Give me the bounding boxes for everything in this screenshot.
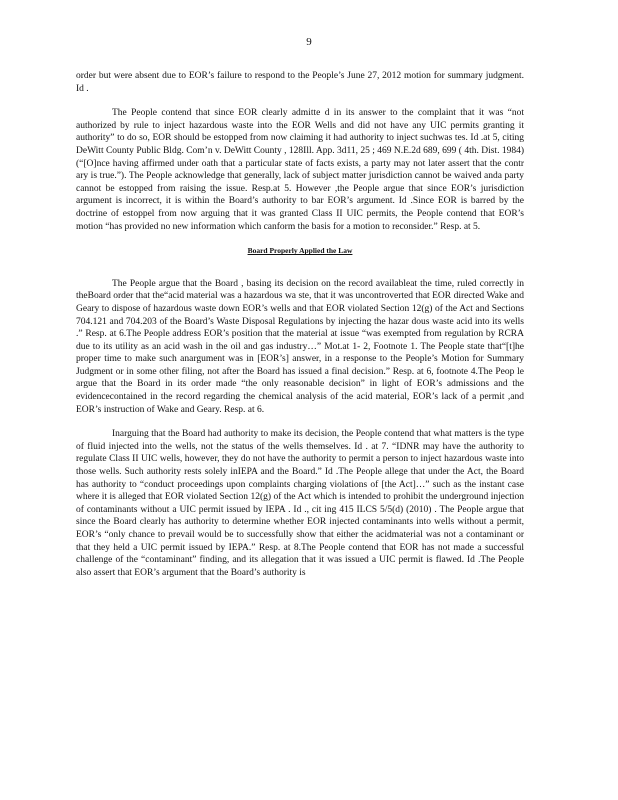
paragraph-continuation: order but were absent due to EOR’s failure to respond to the People’s June 27, 2012 motion for summary judgment. Id . <box>76 71 524 94</box>
document-body <box>76 70 524 591</box>
paragraph-board-ruling: The People argue that the Board , basing its decision on the record availableat the time, ruled correctly in theBoard order that the“acid material was a hazardous wa ste, that it was uncontroverted that EOR directed Wake and Geary to dispose of hazardous waste down EOR’s wells and that EOR violated Section 12(g) of the Act and Sections 704.121 and 704.203 of the Board’s Waste Disposal Regulations by injecting the hazar dous waste acid into its wells .” Resp. at 6.The People address EOR’s position that the material at issue “was exempted from regulation by RCRA due to its utility as an acid wash in the oil and gas industry…” Mot.at 1- 2, Footnote 1. The People state that“[t]he proper time to make such anargument was in [EOR’s] answer, in a response to the People’s Motion for Summary Judgment or in some other filing, not after the Board has issued a final decision.” Resp. at 6, footnote 4.The Peop le argue that the Board in its order made “the only reasonable decision” in light of EOR’s admissions and the evidencecontained in the record regarding the chemical analysis of the acid material, EOR’s lack of a permit ,and EOR’s instruction of Wake and Geary. Resp. at 6. <box>76 278 524 415</box>
paragraph-estoppel: The People contend that since EOR clearly admitte d in its answer to the complaint that it was “not authorized by rule to inject hazardous waste into the EOR Wells and did not have any UIC permits granting it authority” to do so, EOR should be estopped from now claiming it had authority to inject suchwas tes. Id .at 5, citing DeWitt County Public Bldg. Com’n v. DeWitt County , 128Ill. App. 3d11, 25 ; 469 N.E.2d 689, 699 ( 4th. Dist. 1984) (“[O]nce having affirmed under oath that a particular state of facts exists, a party may not later assert that the contr ary is true.”). The People acknowledge that generally, lack of subject matter jurisdiction cannot be waived anda party cannot be estopped from raising the issue. Resp.at 5. However ,the People argue that since EOR’s jurisdiction argument is incorrect, it is within the Board’s authority to bar EOR’s argument. Id .Since EOR is barred by the doctrine of estoppel from now arguing that it was granted Class II UIC permits, the People contend that EOR’s motion “has provided no new information which canform the basis for a motion to reconsider.” Resp. at 5. <box>76 108 524 232</box>
paragraph-board-authority: Inarguing that the Board had authority to make its decision, the People contend that what matters is the type of fluid injected into the wells, not the status of the wells themselves. Id . at 7. “IDNR may have the authority to regulate Class II UIC wells, however, they do not have the authority to permit a person to inject hazardous waste into those wells. Such authority rests solely inIEPA and the Board.” Id .The People allege that under the Act, the Board has authority to “conduct proceedings upon complaints charging violations of [the Act]…” such as the instant case where it is alleged that EOR violated Section 12(g) of the Act which is intended to prohibit the underground injection of contaminants without a UIC permit issued by IEPA . Id ., cit ing 415 ILCS 5/5(d) (2010) . The People argue that since the Board clearly has authority to determine whether EOR injected contaminants into wells without a permit, EOR’s “only chance to prevail would be to successfully show that either the acidmaterial was not a contaminant or that they held a UIC permit issued by IEPA.” Resp. at 8.The People contend that EOR has not made a successful challenge of the “contaminant” finding, and its allegation that it was issued a UIC permit is flawed. Id .The People also assert that EOR’s argument that the Board’s authority is <box>76 429 524 578</box>
section-heading <box>76 245 524 258</box>
section-heading-text: Board Properly Applied the Law <box>247 246 353 256</box>
page-number: 9 <box>306 36 312 48</box>
